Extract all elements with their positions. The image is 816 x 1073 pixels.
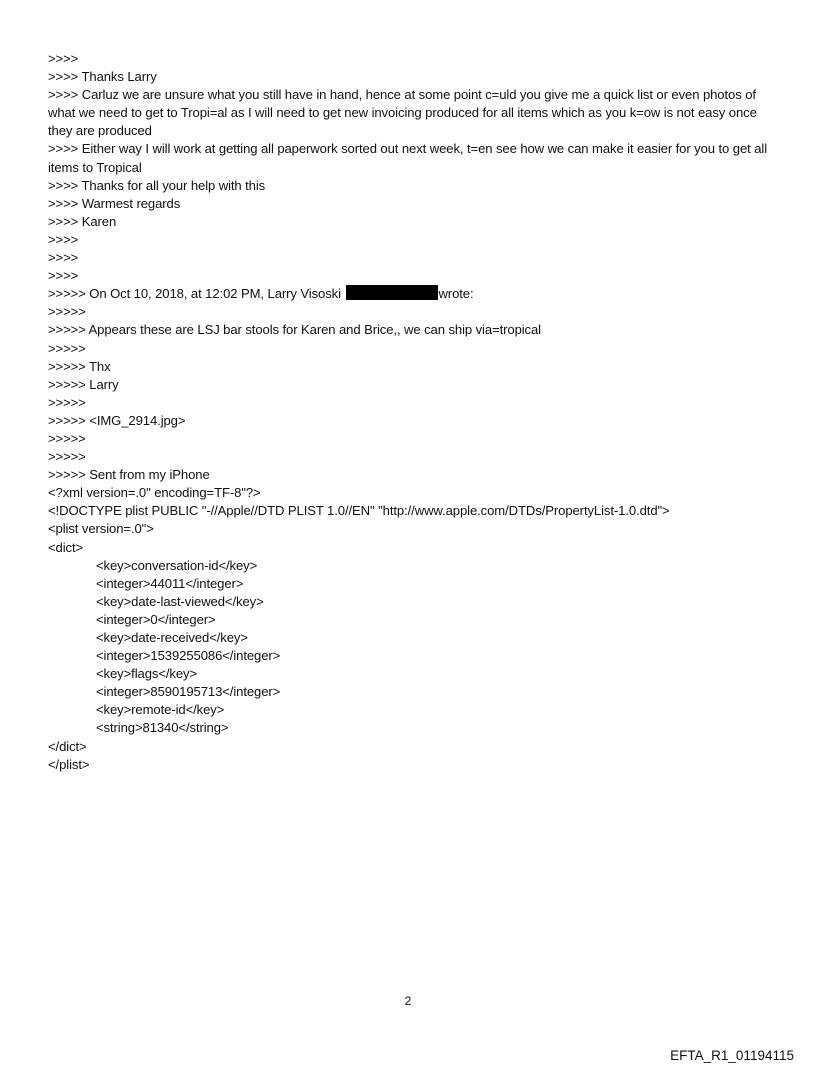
- quote-header-text: >>>>> On Oct 10, 2018, at 12:02 PM, Larry Visoski: [48, 286, 345, 302]
- redaction-block: [346, 285, 438, 300]
- quoted-line: >>>>>: [48, 430, 86, 446]
- plist-entry: <key>conversation-id</key>: [96, 557, 258, 573]
- dict-close-tag: </dict>: [48, 738, 87, 754]
- quoted-line: >>>>> <IMG_2914.jpg>: [48, 412, 186, 428]
- quote-header: [48, 285, 778, 303]
- plist-entry: <integer>8590195713</integer>: [96, 684, 281, 700]
- email-line: >>>> Either way I will work at getting all paperwork sorted out next week, t=en see how we can make it easier for you to get all items to Tropical: [48, 141, 771, 175]
- quoted-line: >>>>> Thx: [48, 358, 111, 374]
- plist-entry: <integer>1539255086</integer>: [96, 648, 281, 664]
- email-line: >>>>: [48, 231, 79, 247]
- plist-entry: <integer>0</integer>: [96, 611, 216, 627]
- email-line: >>>> Carluz we are unsure what you still have in hand, hence at some point c=uld you give me a quick list or even photos of what we need to get to Tropi=al as I will need to get new invoicing produced for all items which as you k=ow is not easy once they are produced: [48, 87, 761, 139]
- quoted-line: >>>>> Appears these are LSJ bar stools for Karen and Brice,, we can ship via=tropical: [48, 322, 541, 338]
- page-number: 2: [404, 994, 412, 1008]
- document-id: EFTA_R1_01194115: [670, 1048, 794, 1063]
- quoted-line: >>>>>: [48, 304, 86, 320]
- quoted-line: >>>>>: [48, 449, 86, 465]
- email-line: >>>> Karen: [48, 213, 117, 229]
- plist-open-tag: <plist version=.0">: [48, 521, 154, 537]
- quoted-line: >>>>> Larry: [48, 376, 119, 392]
- plist-entry: <integer>44011</integer>: [96, 575, 244, 591]
- dict-open-tag: <dict>: [48, 539, 84, 555]
- plist-entry: <key>flags</key>: [96, 666, 198, 682]
- plist-entry: <key>date-last-viewed</key>: [96, 593, 264, 609]
- email-line: >>>>: [48, 268, 79, 284]
- plist-close-tag: </plist>: [48, 756, 90, 772]
- document-body: [48, 50, 778, 774]
- quoted-line: >>>>> Sent from my iPhone: [48, 467, 210, 483]
- email-line: >>>>: [48, 51, 79, 66]
- quoted-line: >>>>>: [48, 340, 86, 356]
- plist-xml-declaration: <?xml version=.0" encoding=TF-8"?>: [48, 485, 261, 501]
- email-line: >>>> Thanks Larry: [48, 69, 157, 85]
- plist-entry: <string>81340</string>: [96, 720, 229, 736]
- plist-doctype: <!DOCTYPE plist PUBLIC "-//Apple//DTD PLIST 1.0//EN" "http://www.apple.com/DTDs/PropertyList-1.0.dtd">: [48, 503, 670, 519]
- plist-entry: <key>remote-id</key>: [96, 702, 225, 718]
- plist-entry: <key>date-received</key>: [96, 630, 248, 645]
- email-line: >>>>: [48, 250, 79, 266]
- quote-header-wrote: wrote:: [438, 286, 474, 302]
- email-line: >>>> Warmest regards: [48, 195, 181, 211]
- email-line: >>>> Thanks for all your help with this: [48, 177, 266, 193]
- quoted-line: >>>>>: [48, 394, 86, 410]
